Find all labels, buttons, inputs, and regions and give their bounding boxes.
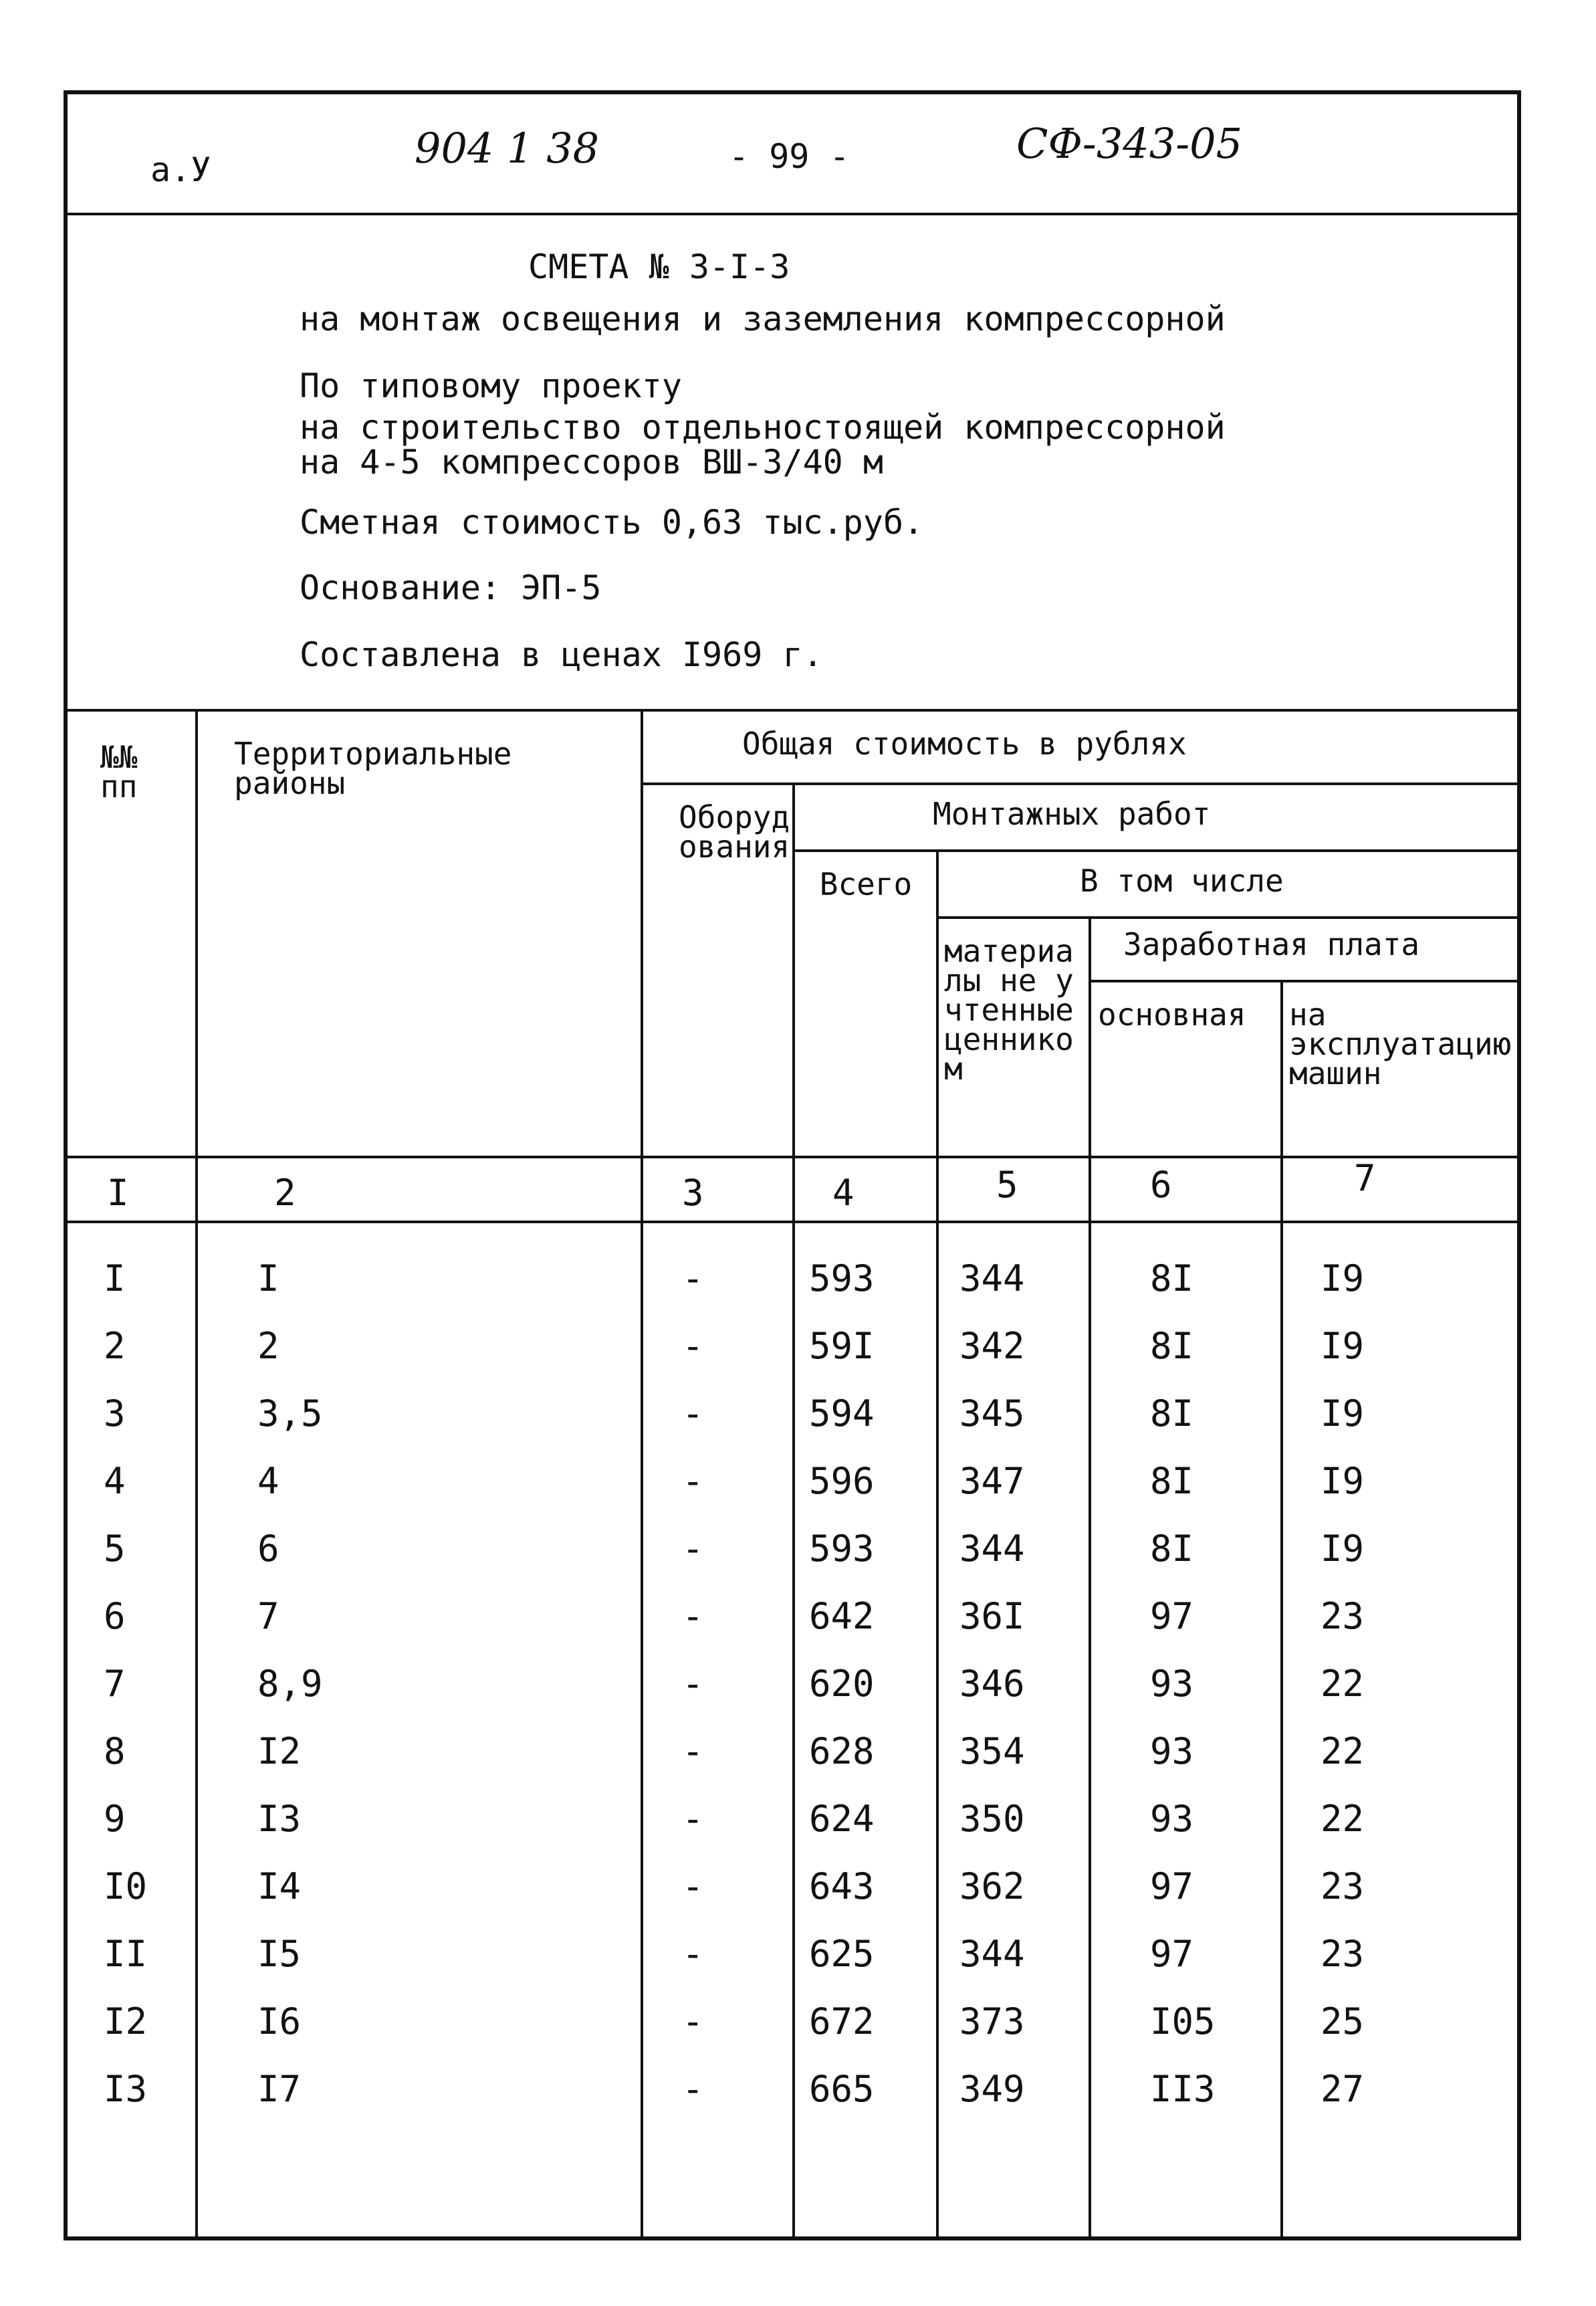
table-cell: 596 xyxy=(809,1460,875,1502)
wage-underline xyxy=(1089,980,1521,982)
table-cell: I9 xyxy=(1321,1325,1365,1367)
header-basic: основная xyxy=(1098,997,1246,1033)
table-cell: 23 xyxy=(1321,1865,1365,1907)
table-cell: 5 xyxy=(104,1528,126,1570)
header-num: №№ пп xyxy=(100,739,138,805)
col-divider-4 xyxy=(936,849,939,2240)
table-cell: 349 xyxy=(959,2068,1025,2110)
table-cell: I9 xyxy=(1321,1257,1365,1299)
col-number-6: 6 xyxy=(1150,1164,1172,1206)
table-cell: - xyxy=(682,1528,704,1570)
table-cell: 93 xyxy=(1150,1730,1194,1772)
table-cell: I3 xyxy=(104,2068,148,2110)
estimate-basis: Основание: ЭП-5 xyxy=(300,568,602,607)
table-cell: 8I xyxy=(1150,1460,1194,1502)
table-cell: 2 xyxy=(257,1325,279,1367)
col-numbers-bottom-line xyxy=(64,1221,1521,1223)
table-cell: - xyxy=(682,1933,704,1975)
col-divider-1 xyxy=(195,709,198,2240)
table-cell: I6 xyxy=(257,2000,302,2042)
table-cell: 23 xyxy=(1321,1595,1365,1637)
table-cell: 22 xyxy=(1321,1663,1365,1705)
header-divider xyxy=(64,213,1521,215)
table-top-line xyxy=(64,709,1521,712)
header-wage: Заработная плата xyxy=(1123,926,1420,962)
table-cell: 97 xyxy=(1150,1595,1194,1637)
estimate-line-1: на монтаж освещения и заземления компрессорной xyxy=(300,300,1226,338)
table-cell: - xyxy=(682,1257,704,1299)
table-cell: 8 xyxy=(104,1730,126,1772)
table-cell: 22 xyxy=(1321,1730,1365,1772)
col-number-4: 4 xyxy=(832,1172,854,1214)
table-cell: 4 xyxy=(104,1460,126,1502)
table-cell: 22 xyxy=(1321,1798,1365,1840)
table-cell: 624 xyxy=(809,1798,875,1840)
table-cell: - xyxy=(682,1663,704,1705)
table-cell: 344 xyxy=(959,1257,1025,1299)
table-cell: 625 xyxy=(809,1933,875,1975)
table-cell: 97 xyxy=(1150,1933,1194,1975)
table-cell: I0 xyxy=(104,1865,148,1907)
table-cell: 665 xyxy=(809,2068,875,2110)
table-cell: 342 xyxy=(959,1325,1025,1367)
table-cell: 8I xyxy=(1150,1528,1194,1570)
header-materials: материалы не учтенные ценником xyxy=(944,933,1074,1087)
table-cell: I2 xyxy=(104,2000,148,2042)
col-divider-2 xyxy=(641,709,643,2240)
document-number: 904 1 38 xyxy=(415,124,600,173)
table-cell: I9 xyxy=(1321,1392,1365,1435)
table-cell: 2 xyxy=(104,1325,126,1367)
col-number-5: 5 xyxy=(996,1164,1018,1206)
header-including: В том числе xyxy=(1080,863,1284,899)
header-equipment: Оборудования xyxy=(679,799,790,865)
table-cell: 6 xyxy=(257,1528,279,1570)
table-cell: 97 xyxy=(1150,1865,1194,1907)
col-number-1: I xyxy=(107,1172,129,1214)
header-install: Монтажных работ xyxy=(933,796,1211,832)
table-cell: 354 xyxy=(959,1730,1025,1772)
table-cell: I4 xyxy=(257,1865,302,1907)
col-divider-3 xyxy=(792,782,795,2240)
col-number-7: 7 xyxy=(1354,1157,1376,1199)
table-cell: 36I xyxy=(959,1595,1025,1637)
table-cell: 8,9 xyxy=(257,1663,323,1705)
table-cell: 4 xyxy=(257,1460,279,1502)
estimate-prices: Составлена в ценах I969 г. xyxy=(300,635,823,674)
table-cell: 59I xyxy=(809,1325,875,1367)
table-cell: 593 xyxy=(809,1257,875,1299)
col-number-3: 3 xyxy=(682,1172,704,1214)
total-cost-underline xyxy=(641,782,1521,785)
table-cell: - xyxy=(682,1460,704,1502)
table-cell: 620 xyxy=(809,1663,875,1705)
table-cell: 3,5 xyxy=(257,1392,323,1435)
table-cell: 593 xyxy=(809,1528,875,1570)
table-cell: - xyxy=(682,1392,704,1435)
table-cell: 8I xyxy=(1150,1257,1194,1299)
estimate-line-2: По типовому проекту xyxy=(300,366,682,405)
table-cell: I xyxy=(104,1257,126,1299)
table-cell: 9 xyxy=(104,1798,126,1840)
page-number: - 99 - xyxy=(729,137,850,176)
table-cell: I9 xyxy=(1321,1460,1365,1502)
table-cell: - xyxy=(682,1798,704,1840)
table-cell: - xyxy=(682,1865,704,1907)
table-cell: 8I xyxy=(1150,1392,1194,1435)
table-cell: 373 xyxy=(959,2000,1025,2042)
table-cell: 344 xyxy=(959,1528,1025,1570)
table-cell: - xyxy=(682,2068,704,2110)
table-cell: 345 xyxy=(959,1392,1025,1435)
table-cell: 93 xyxy=(1150,1798,1194,1840)
col-divider-5 xyxy=(1089,916,1091,2240)
header-machines: на эксплуатацию машин xyxy=(1289,997,1512,1091)
table-cell: II3 xyxy=(1150,2068,1216,2110)
estimate-title: СМЕТА № 3-I-3 xyxy=(528,247,790,286)
table-cell: 643 xyxy=(809,1865,875,1907)
col-divider-6 xyxy=(1280,980,1283,2240)
table-cell: I5 xyxy=(257,1933,302,1975)
table-cell: 6 xyxy=(104,1595,126,1637)
table-cell: I05 xyxy=(1150,2000,1216,2042)
table-cell: 594 xyxy=(809,1392,875,1435)
table-cell: 27 xyxy=(1321,2068,1365,2110)
table-cell: 3 xyxy=(104,1392,126,1435)
table-cell: I2 xyxy=(257,1730,302,1772)
table-cell: - xyxy=(682,1325,704,1367)
header-all: Всего xyxy=(819,866,913,902)
header-left-mark: а.У xyxy=(150,150,211,189)
table-cell: 93 xyxy=(1150,1663,1194,1705)
col-number-2: 2 xyxy=(274,1172,296,1214)
including-underline xyxy=(936,916,1521,919)
col-numbers-top-line xyxy=(64,1156,1521,1158)
table-cell: - xyxy=(682,1730,704,1772)
document-code: СФ-343-05 xyxy=(1016,119,1243,168)
table-cell: 344 xyxy=(959,1933,1025,1975)
table-cell: 23 xyxy=(1321,1933,1365,1975)
table-cell: 628 xyxy=(809,1730,875,1772)
estimate-line-4: на 4-5 компрессоров ВШ-3/40 м xyxy=(300,443,883,482)
estimate-line-3: на строительство отдельностоящей компрессорной xyxy=(300,408,1226,447)
table-cell: - xyxy=(682,2000,704,2042)
table-cell: 350 xyxy=(959,1798,1025,1840)
table-cell: 25 xyxy=(1321,2000,1365,2042)
table-cell: I3 xyxy=(257,1798,302,1840)
table-cell: 8I xyxy=(1150,1325,1194,1367)
install-underline xyxy=(792,849,1521,852)
table-cell: 642 xyxy=(809,1595,875,1637)
table-cell: 346 xyxy=(959,1663,1025,1705)
table-cell: I xyxy=(257,1257,279,1299)
table-cell: I7 xyxy=(257,2068,302,2110)
table-cell: - xyxy=(682,1595,704,1637)
table-cell: 362 xyxy=(959,1865,1025,1907)
table-cell: 672 xyxy=(809,2000,875,2042)
header-total-cost: Общая стоимость в рублях xyxy=(742,726,1187,762)
table-cell: 7 xyxy=(104,1663,126,1705)
table-cell: 7 xyxy=(257,1595,279,1637)
table-cell: II xyxy=(104,1933,148,1975)
table-cell: I9 xyxy=(1321,1528,1365,1570)
table-cell: 347 xyxy=(959,1460,1025,1502)
header-regions: Территориальные районы xyxy=(234,736,512,801)
estimate-cost: Сметная стоимость 0,63 тыс.руб. xyxy=(300,503,924,542)
